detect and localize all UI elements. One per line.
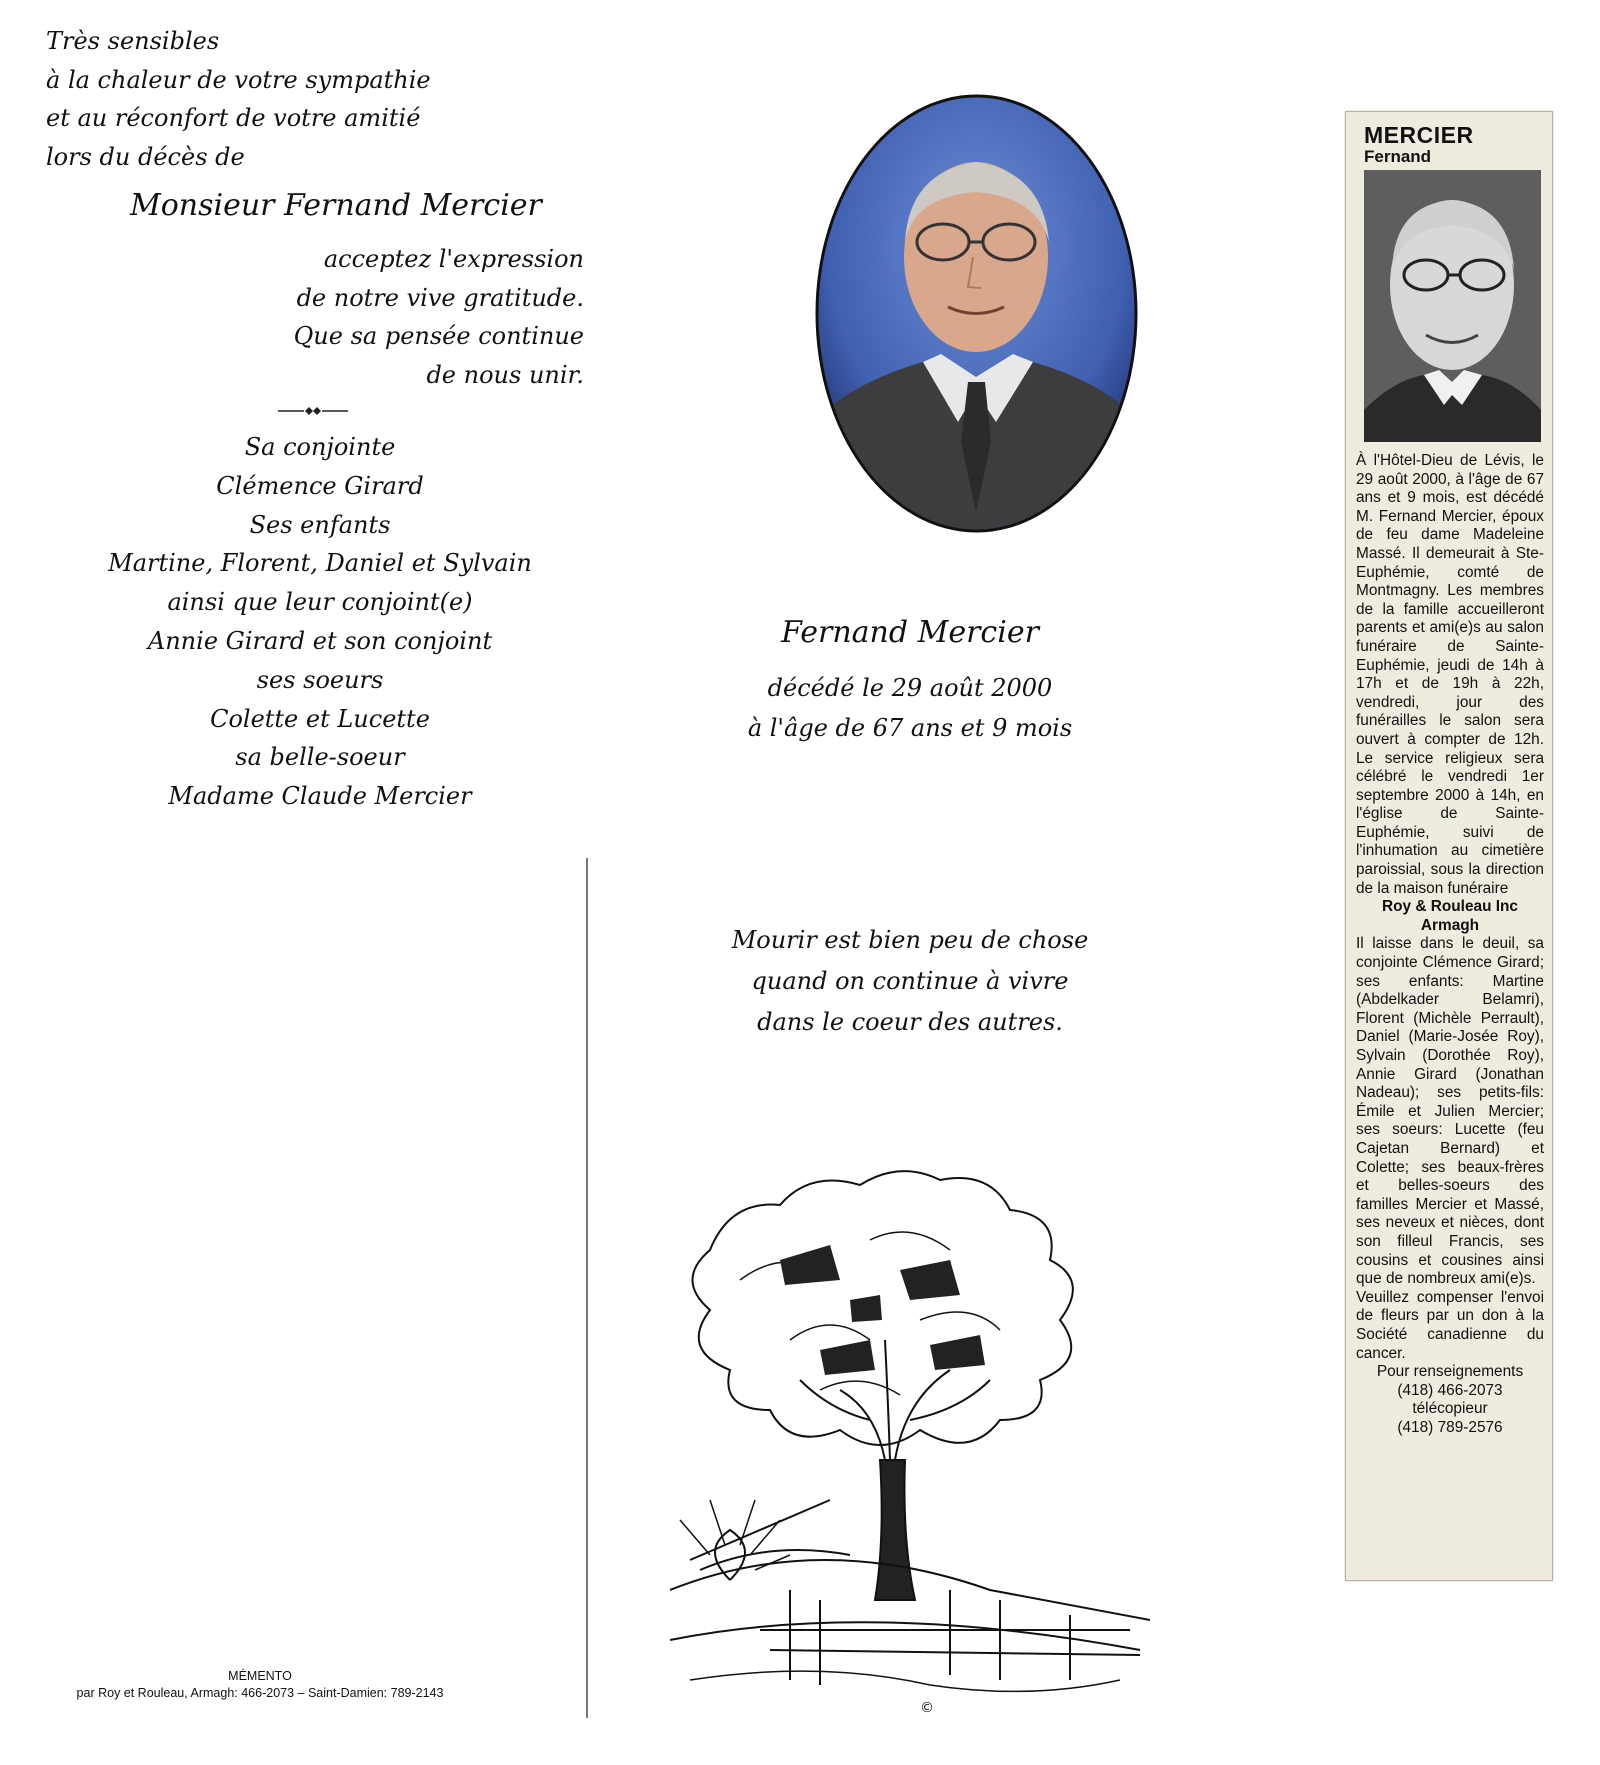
phone-number: (418) 466-2073 [1397,1381,1503,1399]
family-line: Sa conjointe [244,433,396,461]
clipping-paragraph: Il laisse dans le deuil, sa conjointe Clémence Girard; ses enfants: Martine (Abdelkader Belamri), Florent (Michèle Perrault), Daniel (Marie-Josée Roy), Sylvain (Dorothée Roy), Annie Girard (Jonathan Nadeau); ses petits-fils: Émile et Julien Mercier; ses soeurs: Lucette (feu Cajetan Bernard) et Colette; ses beaux-frères et belles-soeurs des familles Mercier et Massé, ses neveux et nièces, dont son filleul Francis, ses cousins et cousines ainsi que de nombreux ami(e)s. [1356,935,1544,1288]
family-list [0,428,640,816]
gratitude-line: à la chaleur de votre sympathie [46,65,431,94]
accept-lines [294,240,584,394]
accept-line: Que sa pensée continue [293,322,584,350]
family-line: Clémence Girard [216,471,424,500]
family-line: Annie Girard et son conjoint [147,626,493,655]
obituary-clipping [1345,111,1553,1581]
quote-line: Mourir est bien peu de chose [731,926,1089,954]
divider-ornament [278,406,348,416]
card-fold-line [586,858,588,1718]
accept-line: de notre vive gratitude. [296,283,584,312]
clipping-paragraph: Veuillez compenser l'envoi de fleurs par un don à la Société canadienne du cancer. [1356,1288,1544,1362]
family-line: Colette et Lucette [210,704,430,733]
gratitude-line: lors du décès de [46,142,245,171]
family-line: ainsi que leur conjoint(e) [167,588,473,617]
portrait-photo [813,92,1140,535]
family-line: ses soeurs [256,665,384,694]
fax-number: (418) 789-2576 [1397,1418,1503,1436]
copyright-mark: © [920,1700,934,1716]
fax-label: télécopieur [1412,1400,1488,1418]
info-label: Pour renseignements [1376,1363,1524,1381]
death-details [590,668,1230,748]
accept-line: de nous unir. [426,360,584,389]
funeral-home-name: Roy & Rouleau Inc [1382,898,1518,916]
gratitude-lines [46,22,431,176]
family-line: sa belle-soeur [235,743,405,772]
family-line: Madame Claude Mercier [168,782,472,811]
clipping-paragraph: À l'Hôtel-Dieu de Lévis, le 29 août 2000, à l'âge de 67 ans et 9 mois, est décédé M. Fernand Mercier, époux de feu dame Madeleine Massé. Il demeurait à Ste-Euphémie, comté de Montmagny. Les membres de la famille accueilleront parents et ami(e)s au salon funéraire de Sainte-Euphémie, jeudi de 14h à 17h et de 19h à 22h, vendredi, jour des funérailles le salon sera ouvert à compter de 12h. Le service religieux sera célébré le vendredi 1er septembre 2000 à 14h, en l'église de Sainte-Euphémie, suivi de l'inhumation au cimetière paroissial, sous la direction de la maison funéraire [1356,452,1544,897]
clipping-surname: MERCIER [1364,122,1474,148]
memorial-quote [590,920,1230,1043]
memento-title: MÉMENTO [228,1669,292,1683]
remembrance-card-right-panel [590,0,1230,1765]
gratitude-line: et au réconfort de votre amitié [46,104,421,132]
family-line: Martine, Florent, Daniel et Sylvain [108,549,532,578]
accept-line: acceptez l'expression [323,245,584,273]
funeral-home-town: Armagh [1420,916,1480,934]
clipping-portrait-photo [1364,170,1541,442]
memento-publisher: par Roy et Rouleau, Armagh: 466-2073 – Saint-Damien: 789-2143 [76,1686,444,1700]
quote-line: dans le coeur des autres. [757,1008,1063,1036]
clipping-body [1356,452,1544,1437]
family-line: Ses enfants [249,510,391,539]
gratitude-line: Très sensibles [46,27,220,55]
deceased-name-line: Monsieur Fernand Mercier [130,188,542,223]
death-line: décédé le 29 août 2000 [767,674,1053,702]
memento-footer [0,1668,520,1702]
death-line: à l'âge de 67 ans et 9 mois [747,714,1073,742]
clipping-first-name: Fernand [1364,147,1432,166]
quote-line: quand on continue à vivre [751,967,1069,995]
tree-sunset-illustration [670,1160,1150,1720]
remembrance-card-left-panel [0,0,590,1765]
deceased-name: Fernand Mercier [781,615,1039,650]
